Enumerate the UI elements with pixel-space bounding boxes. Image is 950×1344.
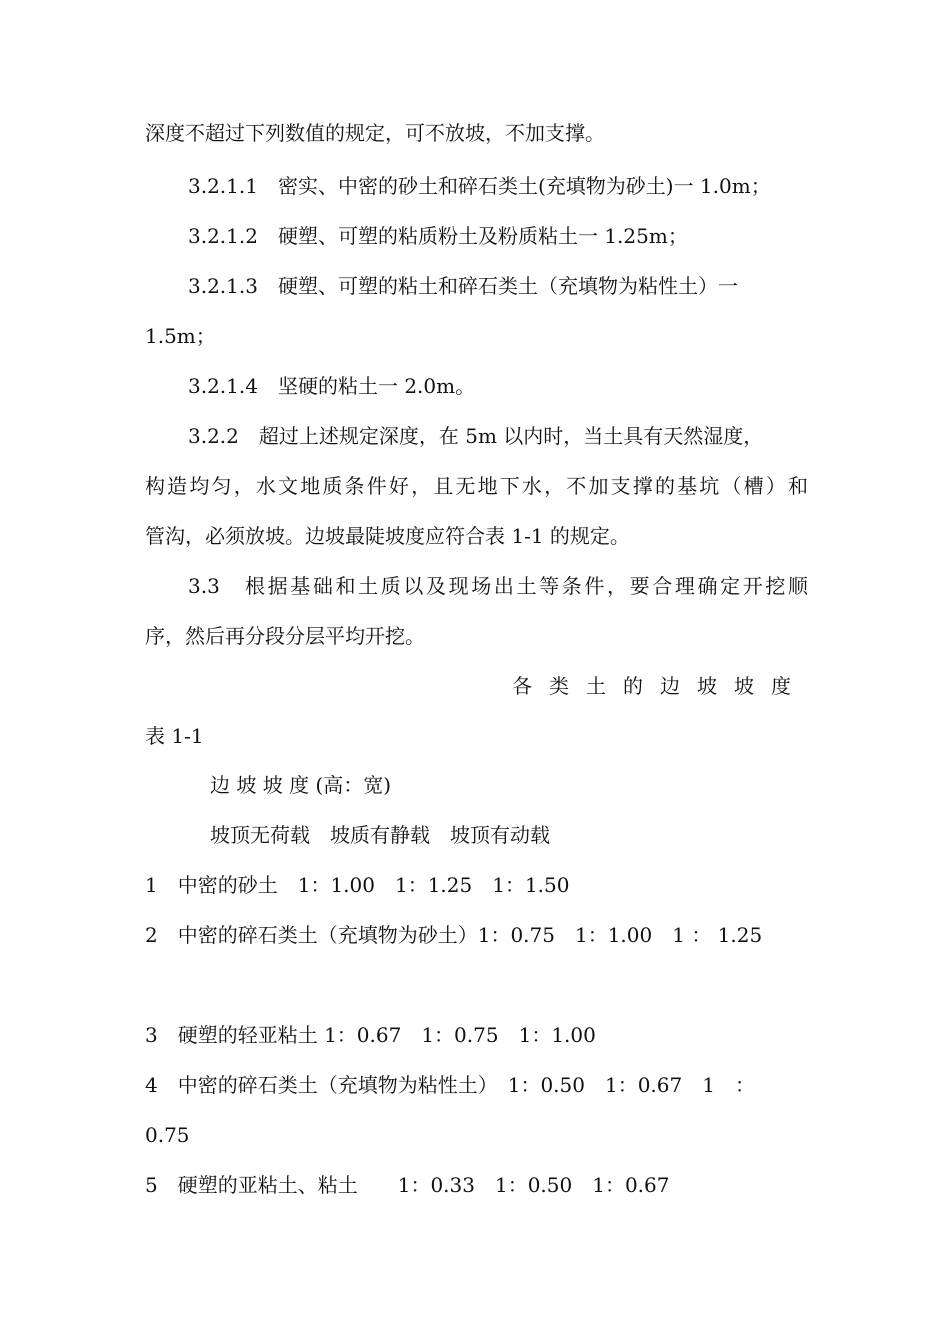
table-caption-number: 表 1-1 xyxy=(145,724,204,748)
clause-3-3-line2: 序，然后再分段分层平均开挖。 xyxy=(145,624,425,648)
table-caption-title: 各类土的边坡坡度 xyxy=(512,674,808,698)
clause-3-2-1-2: 3.2.1.2 硬塑、可塑的粘质粉土及粉质粘土一 1.25m； xyxy=(188,224,688,248)
clause-3-2-2-line2: 构造均匀，水文地质条件好，且无地下水，不加支撑的基坑（槽）和 xyxy=(145,474,808,498)
clause-3-2-1-1: 3.2.1.1 密实、中密的砂土和碎石类土(充填物为砂土)一 1.0m； xyxy=(188,174,771,198)
clause-3-2-2-line1: 3.2.2 超过上述规定深度，在 5m 以内时，当土具有天然湿度， xyxy=(188,424,764,448)
table-row: 5 硬塑的亚粘土、粘土 1：0.33 1：0.50 1：0.67 xyxy=(145,1173,670,1197)
table-header-sub: 坡顶无荷载 坡质有静载 坡顶有动载 xyxy=(210,823,550,847)
table-row: 1 中密的砂土 1：1.00 1：1.25 1：1.50 xyxy=(145,873,570,897)
paragraph-intro-tail: 深度不超过下列数值的规定，可不放坡，不加支撑。 xyxy=(145,121,605,145)
table-row: 4 中密的碎石类土（充填物为粘性土） 1：0.50 1：0.67 1 ： xyxy=(145,1073,755,1097)
clause-3-2-1-4: 3.2.1.4 坚硬的粘土一 2.0m。 xyxy=(188,374,476,398)
table-row: 3 硬塑的轻亚粘土 1：0.67 1：0.75 1：1.00 xyxy=(145,1023,596,1047)
clause-3-2-1-3-line1: 3.2.1.3 硬塑、可塑的粘土和碎石类土（充填物为粘性土）一 xyxy=(188,274,738,298)
clause-3-2-1-3-line2: 1.5m； xyxy=(145,324,216,348)
table-row-continuation: 0.75 xyxy=(145,1123,190,1147)
clause-3-3-line1: 3.3 根据基础和土质以及现场出土等条件，要合理确定开挖顺 xyxy=(188,574,808,598)
clause-3-2-2-line3: 管沟，必须放坡。边坡最陡坡度应符合表 1-1 的规定。 xyxy=(145,524,630,548)
table-row: 2 中密的碎石类土（充填物为砂土）1：0.75 1：1.00 1 ： 1.25 xyxy=(145,923,763,947)
table-header-main: 边 坡 坡 度 (高：宽) xyxy=(210,773,392,797)
